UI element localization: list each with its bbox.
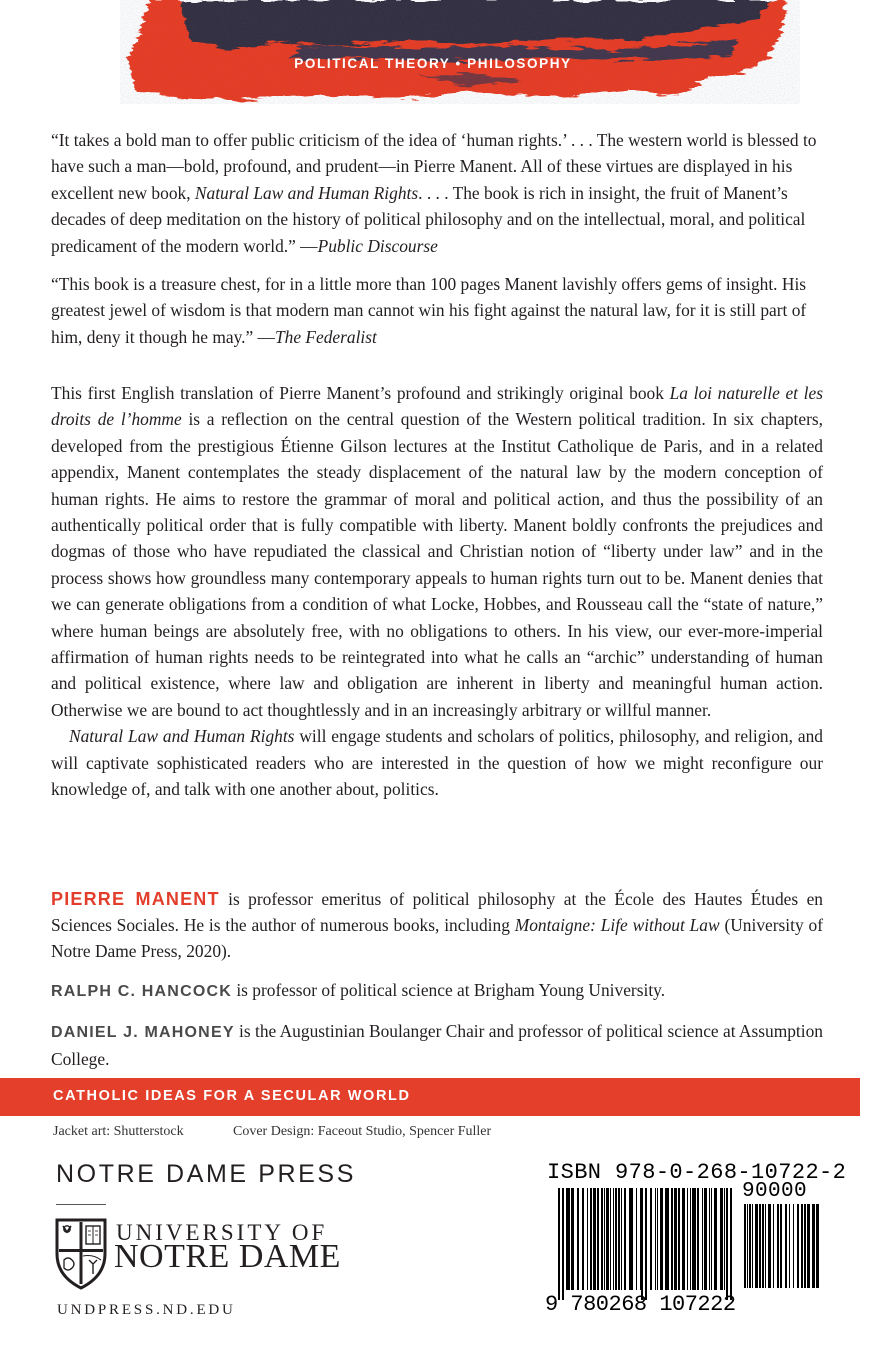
barcode-bar xyxy=(730,1188,732,1300)
blurb-the-federalist xyxy=(51,271,823,350)
barcode-bar xyxy=(618,1188,620,1290)
barcode-bar xyxy=(571,1188,574,1290)
barcode-bar xyxy=(744,1204,746,1288)
barcode-bar xyxy=(610,1188,611,1290)
barcode-bar xyxy=(678,1188,680,1290)
barcode-bar xyxy=(674,1188,677,1290)
barcode-bar xyxy=(762,1204,764,1288)
blurb-text: “This book is a treasure chest, for in a little more than 100 pages Manent lavishly offers gems of insight. His greatest jewel of wisdom is that modern man cannot win his fight against the natural law, for it is still part of him, deny it though he may.” — xyxy=(51,274,807,347)
barcode-bar xyxy=(749,1204,751,1288)
barcode-bar xyxy=(645,1188,647,1300)
barcode-bar xyxy=(692,1188,696,1290)
barcode-bar xyxy=(807,1204,810,1288)
contributor-bios xyxy=(51,886,823,1085)
university-name-line2: NOTRE DAME xyxy=(114,1238,341,1275)
original-title: La loi naturelle et les droits de l’homme xyxy=(51,383,823,430)
book-description xyxy=(51,380,823,803)
barcode-bar xyxy=(621,1188,622,1290)
blurb-text: . . . . The book is rich in insight, the fruit of Manent’s decades of deep meditation on the history of political philosophy and on the intellectual, moral, and political predicament of the modern world.” — xyxy=(51,182,806,256)
price-code: 90000 xyxy=(742,1180,808,1203)
barcode-bar xyxy=(657,1188,658,1290)
barcode-bar xyxy=(702,1188,703,1290)
barcode-bar xyxy=(780,1204,782,1288)
subject-category: POLITICAL THEORY • PHILOSOPHY xyxy=(294,56,572,71)
barcode-bar xyxy=(660,1188,663,1290)
cover-design-credit: Cover Design: Faceout Studio, Spencer Fuller xyxy=(233,1124,492,1139)
barcode-bar xyxy=(714,1188,717,1290)
blurb-source: Public Discourse xyxy=(317,235,438,256)
barcode-bar xyxy=(755,1204,758,1288)
description-paragraph: Natural Law and Human Rights will engage students and scholars of politics, philosophy, and religion, and will captivate sophisticated readers who are interested in the question of how we might reconfigure our knowledge of, and talk with one another about, politics. xyxy=(51,726,823,800)
barcode-bar xyxy=(590,1188,592,1290)
blurb-text: “It takes a bold man to offer public criticism of the idea of ‘human rights.’ . . . The western world is blessed to have such a man—bold, profound, and prudent—in Pierre Manent. All of these virtues are displayed in his excellent new book, xyxy=(51,130,817,203)
press-website: UNDPRESS.ND.EDU xyxy=(57,1302,236,1318)
barcode-bar xyxy=(812,1204,815,1288)
barcode-bar xyxy=(752,1204,753,1288)
barcode-bar xyxy=(624,1188,626,1290)
barcode-bar xyxy=(558,1188,560,1300)
barcode-bar xyxy=(687,1188,688,1290)
barcode-bar xyxy=(726,1188,728,1300)
barcode-bar xyxy=(773,1204,774,1288)
barcode-bar xyxy=(804,1204,806,1288)
barcode-bar xyxy=(724,1188,725,1290)
barcode-bar xyxy=(606,1188,609,1290)
bio-daniel-mahoney: DANIEL J. MAHONEY is the Augustinian Boulanger Chair and professor of political science at Assumption College. xyxy=(51,1021,823,1069)
jacket-art-credit: Jacket art: Shutterstock xyxy=(53,1124,184,1139)
brushstroke-art xyxy=(0,0,880,104)
barcode-bar xyxy=(597,1188,599,1290)
barcode-bar xyxy=(587,1188,588,1290)
barcode-bar xyxy=(816,1204,819,1288)
barcode-bar xyxy=(562,1188,564,1300)
barcode-bar xyxy=(759,1204,761,1288)
book-title: Natural Law and Human Rights xyxy=(69,726,295,747)
university-name-line1: UNIVERSITY OF xyxy=(116,1220,328,1245)
barcode-bar xyxy=(613,1188,614,1290)
barcode-bar xyxy=(655,1188,656,1290)
barcode-bar xyxy=(711,1188,712,1290)
barcode-bar xyxy=(793,1204,794,1288)
university-shield-icon xyxy=(55,1218,107,1290)
barcode-bar xyxy=(789,1204,790,1288)
barcode-bar xyxy=(601,1188,603,1290)
barcode-bar xyxy=(704,1188,707,1290)
barcode-bar xyxy=(682,1188,685,1290)
barcode-bar xyxy=(747,1204,748,1288)
barcode-bar xyxy=(615,1188,617,1290)
isbn-number: ISBN 978-0-268-10722-2 xyxy=(547,1160,847,1185)
series-title: CATHOLIC IDEAS FOR A SECULAR WORLD xyxy=(53,1088,411,1104)
blurb-source: The Federalist xyxy=(274,326,377,347)
barcode-bar xyxy=(697,1188,699,1290)
barcode-bar xyxy=(582,1188,584,1290)
author-name: PIERRE MANENT xyxy=(51,889,220,909)
barcode-bar xyxy=(785,1204,787,1288)
press-name: NOTRE DAME PRESS xyxy=(56,1160,356,1188)
cover-art-banner xyxy=(0,0,880,104)
barcode-bar xyxy=(768,1204,771,1288)
barcode-bar xyxy=(650,1188,652,1290)
ean-digits: 9 780268 107222 xyxy=(545,1292,736,1317)
barcode-bar xyxy=(665,1188,669,1290)
barcode-bar xyxy=(765,1204,766,1288)
contributor-name: DANIEL J. MAHONEY xyxy=(51,1024,235,1041)
barcode-bar xyxy=(566,1188,570,1290)
book-title: Natural Law and Human Rights xyxy=(194,182,419,203)
barcode-bar xyxy=(641,1188,643,1300)
translator-name: RALPH C. HANCOCK xyxy=(51,983,232,1000)
barcode-bar xyxy=(577,1188,579,1290)
bio-pierre-manent: PIERRE MANENT is professor emeritus of political philosophy at the École des Hautes Études en Sciences Sociales. He is the author of numerous books, including Montaigne: Life without Law (University of Notre Dame Press, 2020). xyxy=(51,889,823,961)
barcode-bar xyxy=(629,1188,633,1290)
barcode-bar xyxy=(720,1188,723,1290)
barcode-bar xyxy=(709,1188,710,1290)
blurb-public-discourse xyxy=(51,127,823,259)
description-paragraph: This first English translation of Pierre Manent’s profound and strikingly original book La loi naturelle et les droits de l’homme is a reflection on the central question of the Western political tradition. In six chapters, developed from the prestigious Étienne Gilson lectures at the Institut Catholique de Paris, and in a related appendix, Manent contemplates the steady displacement of the natural law by the modern conception of human rights. He aims to restore the grammar of moral and political action, and thus the possibility of an authentically political order that is fully compatible with liberty. Manent boldly confronts the prejudices and dogmas of those who have repudiated the classical and Christian notion of “liberty under law” and in the process shows how groundless many contemporary appeals to human rights turn out to be. Manent denies that we can generate obligations from a condition of what Locke, Hobbes, and Rousseau call the “state of nature,” where human beings are absolutely free, with no obligations to others. In his view, our ever-more-imperial affirmation of human rights needs to be reintegrated into what he calls an “archic” understanding of human and political existence, where law and obligation are inherent in liberty and meaningful human action. Otherwise we are bound to act thoughtlessly and in an increasingly arbitrary or willful manner. xyxy=(51,383,823,720)
barcode-bar xyxy=(593,1188,596,1290)
barcode-bar xyxy=(777,1204,779,1288)
barcode-bar xyxy=(690,1188,691,1290)
book-title: Montaigne: Life without Law xyxy=(514,915,720,935)
barcode-bar xyxy=(636,1188,637,1290)
divider xyxy=(56,1204,106,1205)
barcode-bar xyxy=(797,1204,799,1288)
barcode-bar xyxy=(801,1204,803,1288)
barcode-bar xyxy=(604,1188,605,1290)
barcode-bar xyxy=(671,1188,673,1290)
series-strip xyxy=(0,1078,860,1116)
bio-ralph-hancock: RALPH C. HANCOCK is professor of political science at Brigham Young University. xyxy=(51,980,666,1000)
